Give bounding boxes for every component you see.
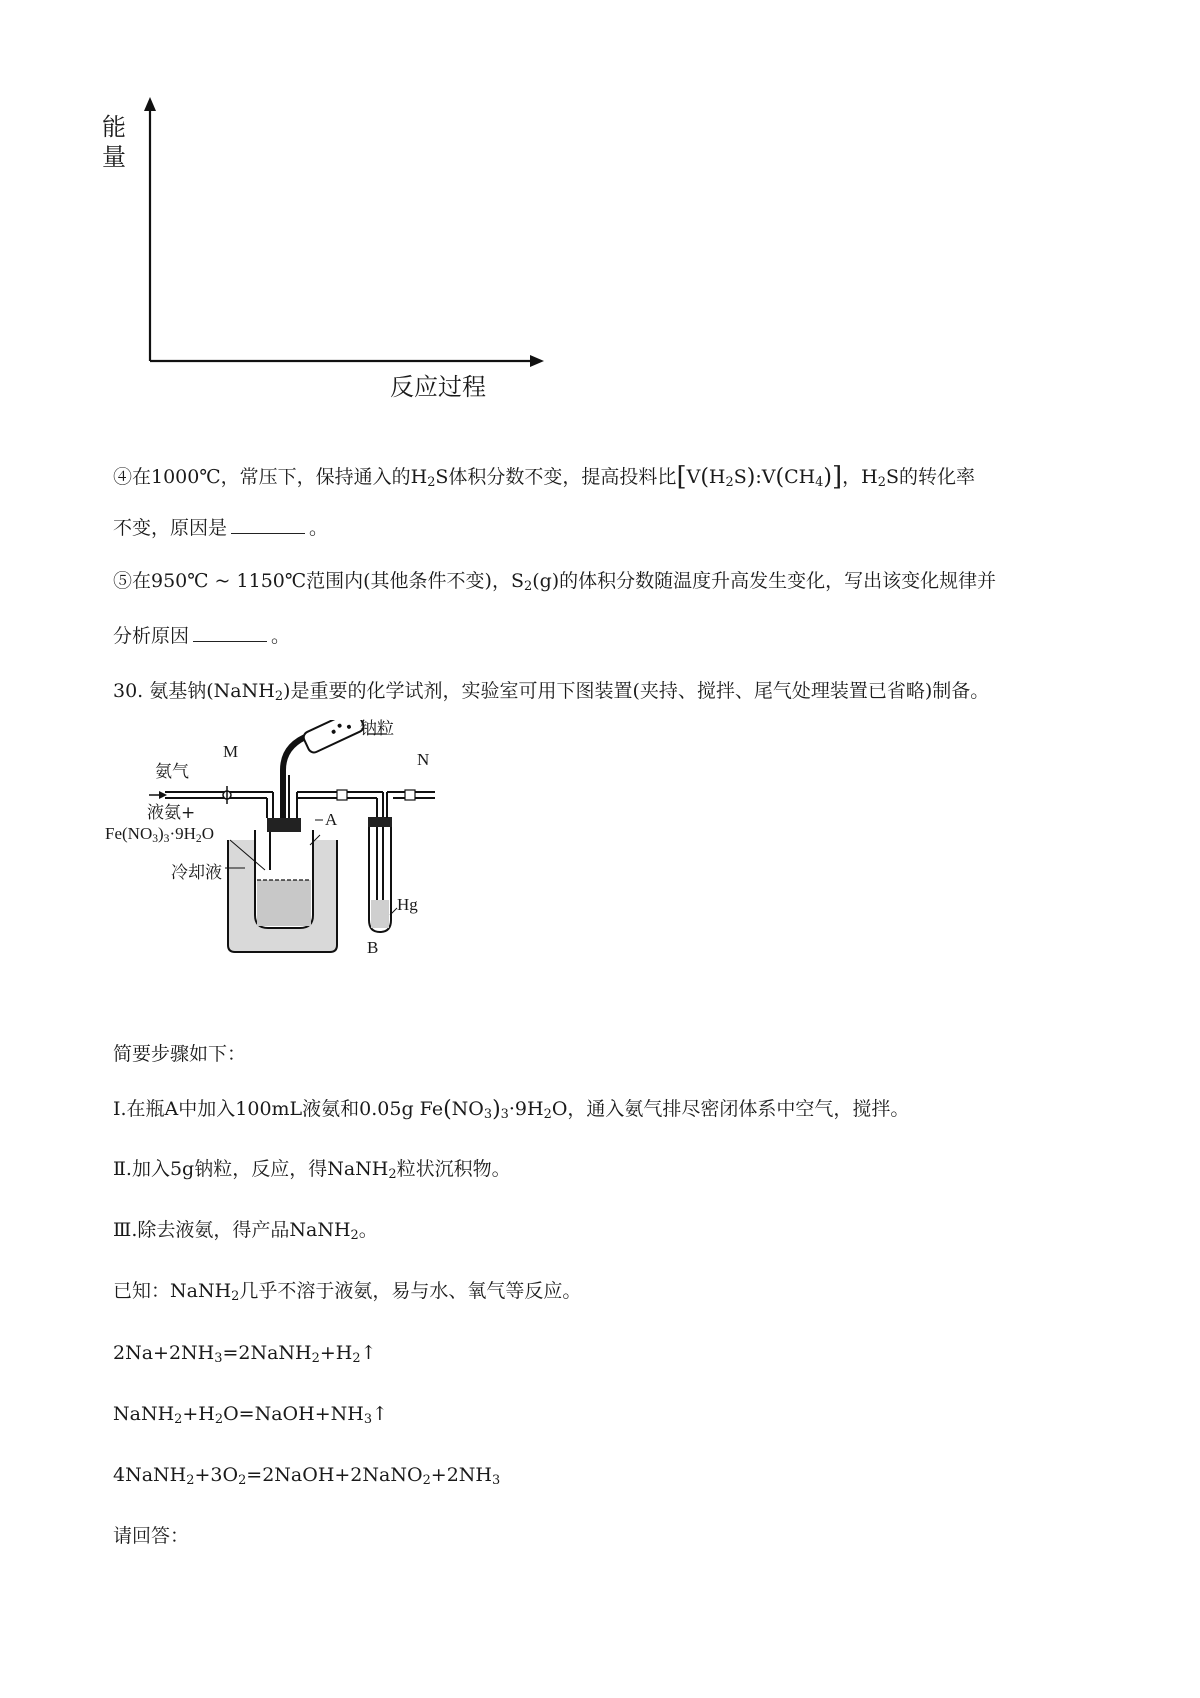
apparatus-diagram xyxy=(105,720,495,975)
x-axis-label: 反应过程 xyxy=(390,373,486,401)
label-mercury: Hg xyxy=(397,895,418,914)
label-tube-b: B xyxy=(367,938,379,957)
label-sodium-granules: 钠粒 xyxy=(360,719,394,739)
question-4-line1: ④在1000℃，常压下，保持通入的$H_2S$体积分数不变，提高投料比$[V(H_2S):V(CH_4)]$，$H_2S$的转化率 xyxy=(113,462,975,492)
label-ammonia-gas: 氨气 xyxy=(155,762,189,782)
label-flask-a: A xyxy=(325,810,338,829)
step-1: Ⅰ.在瓶A中加入100mL液氨和0.05g $Fe(NO_3)_3\cdot 9H_2O$，通入氨气排尽密闭体系中空气，搅拌。 xyxy=(113,1097,910,1123)
label-outlet-n: N xyxy=(417,750,430,769)
steps-intro: 简要步骤如下： xyxy=(113,1043,247,1065)
question-5-line2: 分析原因 。 xyxy=(113,625,291,647)
closing-prompt: 请回答： xyxy=(113,1525,190,1547)
label-liquid-ammonia: 液氨+ xyxy=(147,803,196,823)
y-axis-label-char2: 量 xyxy=(102,143,126,171)
known-info: 已知：NaNH$_2$几乎不溶于液氨，易与水、氧气等反应。 xyxy=(113,1280,582,1305)
equation-2: $NaNH_2+H_2O=NaOH+NH_3↑$ xyxy=(113,1403,388,1428)
answer-blank[interactable] xyxy=(231,532,305,534)
question-30-stem: 30. 氨基钠(NaNH$_2$)是重要的化学试剂，实验室可用下图装置(夹持、搅拌、尾气处理装置已省略)制备。 xyxy=(113,680,990,705)
question-5-line1: ⑤在950℃ ~ 1150℃范围内(其他条件不变)，$S_2(g)$的体积分数随温度升高发生变化，写出该变化规律并 xyxy=(113,570,997,595)
answer-blank[interactable] xyxy=(193,640,267,642)
equation-3: $4NaNH_2+3O_2=2NaOH+2NaNO_2+2NH_3$ xyxy=(113,1464,501,1489)
label-valve-m: M xyxy=(223,742,239,761)
label-catalyst: $Fe(NO_3)_3\cdot 9H_2O$ xyxy=(105,824,214,845)
y-axis-label-char1: 能 xyxy=(102,113,126,141)
label-coolant: 冷却液 xyxy=(171,863,222,883)
step-2: Ⅱ.加入5g钠粒，反应，得NaNH$_2$粒状沉积物。 xyxy=(113,1158,511,1183)
question-4-line2: 不变，原因是 。 xyxy=(113,517,329,539)
equation-1: $2Na+2NH_3=2NaNH_2+H_2↑$ xyxy=(113,1342,377,1367)
energy-diagram xyxy=(100,95,550,435)
step-3: Ⅲ.除去液氨，得产品NaNH$_2$。 xyxy=(113,1219,378,1244)
